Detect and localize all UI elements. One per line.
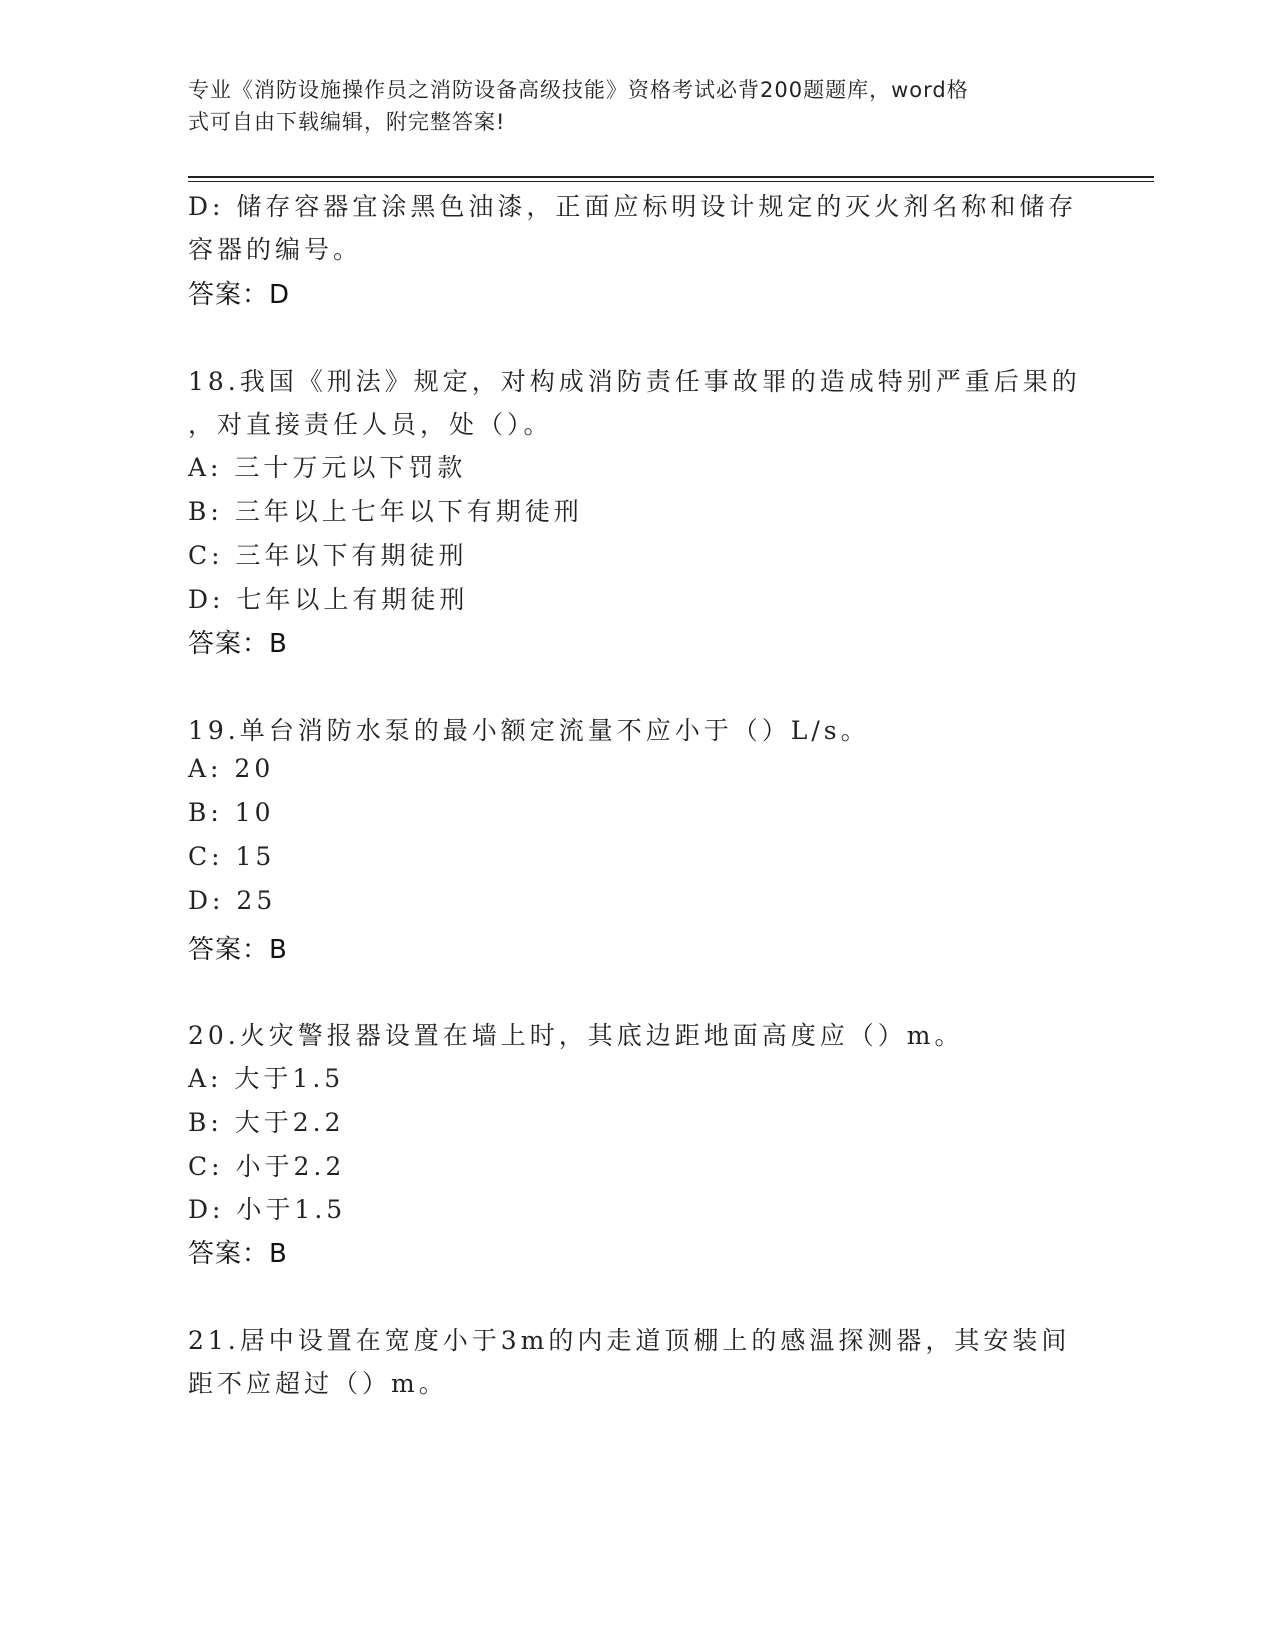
q20-answer: 答案：B <box>188 1239 288 1269</box>
q20-option-b: B: 大于2.2 <box>188 1108 345 1137</box>
header-rule-thin <box>188 181 1154 182</box>
q20-option-c: C: 小于2.2 <box>188 1152 346 1181</box>
q21-stem-line-2: 距不应超过（）m。 <box>188 1369 448 1398</box>
q19-option-c: C: 15 <box>188 842 276 871</box>
q19-option-b: B: 10 <box>188 798 275 827</box>
document-header <box>188 74 1068 138</box>
q18-option-c: C: 三年以下有期徒刑 <box>188 541 468 570</box>
q18-stem-line-1: 18.我国《刑法》规定，对构成消防责任事故罪的造成特别严重后果的 <box>188 367 1081 396</box>
q18-answer: 答案：B <box>188 629 288 659</box>
q19-option-d: D: 25 <box>188 886 277 915</box>
q20-option-a: A: 大于1.5 <box>188 1064 345 1093</box>
header-title-line-1: 专业《消防设施操作员之消防设备高级技能》资格考试必背200题题库，word格 <box>188 78 969 102</box>
q19-answer: 答案：B <box>188 935 288 965</box>
q20-option-d: D: 小于1.5 <box>188 1195 347 1224</box>
header-title-line-2: 式可自由下载编辑，附完整答案! <box>188 110 506 134</box>
q17-option-d-line-1: D: 储存容器宜涂黑色油漆，正面应标明设计规定的灭火剂名称和储存 <box>188 192 1078 221</box>
q18-option-d: D: 七年以上有期徒刑 <box>188 585 469 614</box>
header-rule-thick <box>188 176 1154 178</box>
q18-option-a: A: 三十万元以下罚款 <box>188 453 467 482</box>
q19-option-a: A: 20 <box>188 754 275 783</box>
q18-option-b: B: 三年以上七年以下有期徒刑 <box>188 497 583 526</box>
q18-stem-line-2: ，对直接责任人员，处（）。 <box>188 410 553 439</box>
q21-stem-line-1: 21.居中设置在宽度小于3m的内走道顶棚上的感温探测器，其安装间 <box>188 1326 1071 1355</box>
q20-stem: 20.火灾警报器设置在墙上时，其底边距地面高度应（）m。 <box>188 1021 964 1050</box>
q17-option-d-line-2: 容器的编号。 <box>188 235 363 264</box>
q17-answer: 答案：D <box>188 280 291 310</box>
q19-stem: 19.单台消防水泵的最小额定流量不应小于（）L/s。 <box>188 716 870 745</box>
